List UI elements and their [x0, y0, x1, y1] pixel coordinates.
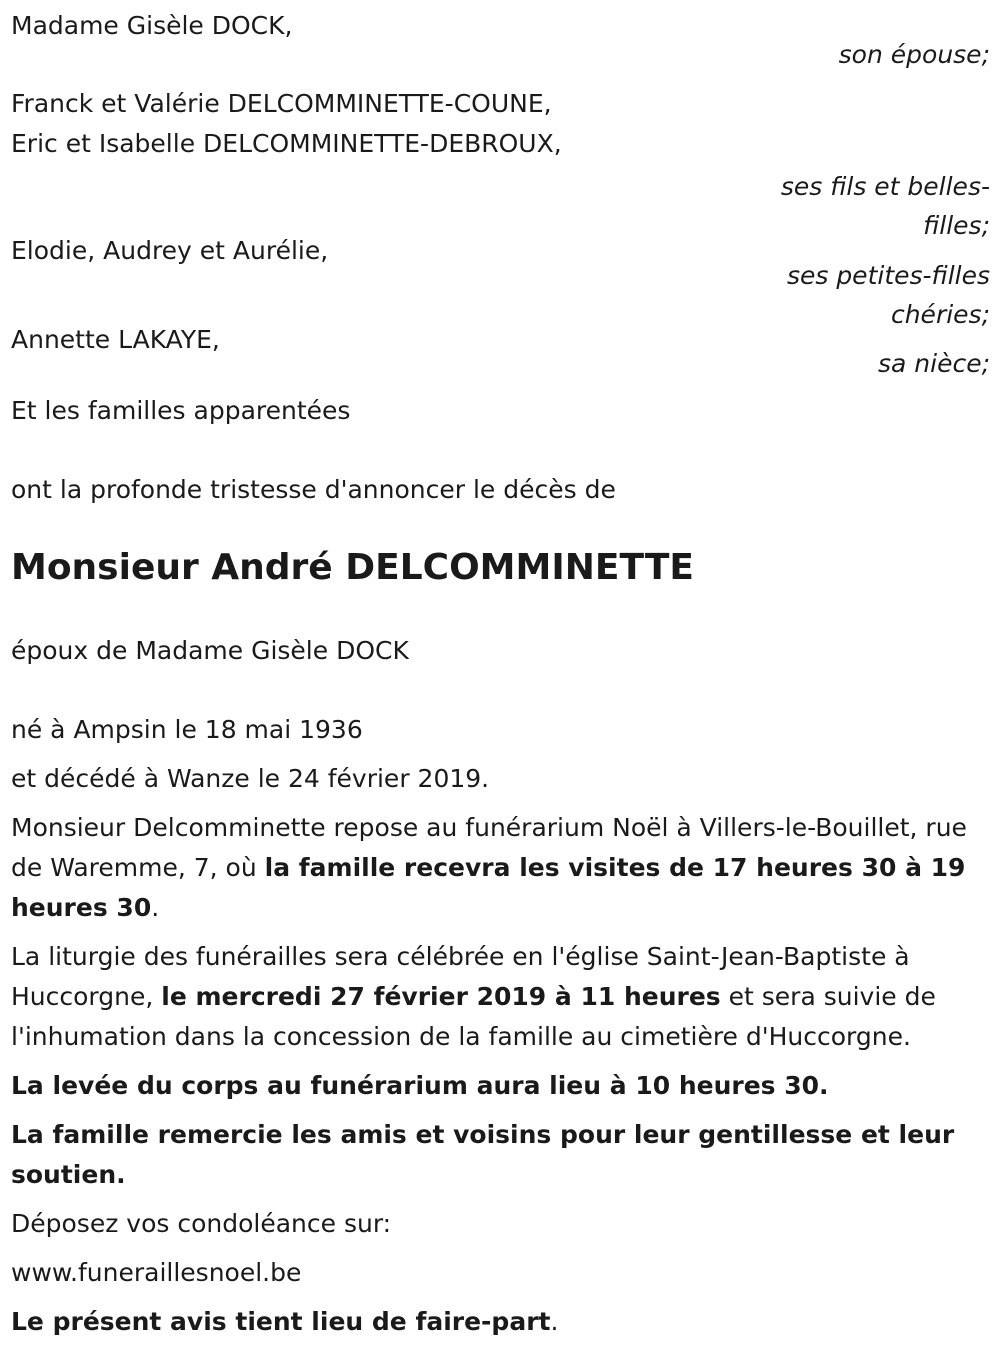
- obituary-notice: [0, 6, 1000, 1363]
- spouse-name: Madame Gisèle DOCK,: [11, 11, 293, 40]
- visitation-hours: la famille recevra les visites de 17 heures 30 à 19 heures 30: [11, 853, 966, 922]
- sons-relation-line-2: filles;: [923, 211, 990, 240]
- visitation-text-end: .: [151, 893, 160, 922]
- levee-info: La levée du corps au funérarium aura lieu à 10 heures 30.: [11, 1071, 829, 1100]
- condolences-label: Déposez vos condoléance sur:: [11, 1209, 392, 1238]
- granddaughters-relation-line-1: ses petites-filles: [786, 261, 990, 290]
- announcement: ont la profonde tristesse d'annoncer le décès de: [11, 475, 616, 504]
- niece-name: Annette LAKAYE,: [11, 325, 220, 354]
- family-thanks: La famille remercie les amis et voisins pour leur gentillesse et leur soutien.: [11, 1120, 955, 1189]
- notice-statement: [11, 1302, 990, 1342]
- granddaughters: Elodie, Audrey et Aurélie,: [11, 236, 329, 265]
- liturgy-paragraph: [11, 937, 990, 1057]
- website-link[interactable]: www.funeraillesnoel.be: [11, 1258, 302, 1287]
- spouse-relation-text: son épouse;: [838, 40, 990, 69]
- sons-relation-line-1: ses fils et belles-: [780, 172, 990, 201]
- relatives: Et les familles apparentées: [11, 396, 351, 425]
- sons-line-2: Eric et Isabelle DELCOMMINETTE-DEBROUX,: [11, 129, 562, 158]
- liturgy-text-end: et sera suivie de l'inhumation dans la concession de la famille au cimetière d'Huccorgne.: [11, 982, 936, 1051]
- sons-line-1: Franck et Valérie DELCOMMINETTE-COUNE,: [11, 89, 552, 118]
- spouse-of: époux de Madame Gisèle DOCK: [11, 636, 409, 665]
- death-info: et décédé à Wanze le 24 février 2019.: [11, 764, 490, 793]
- visitation-paragraph: [11, 808, 990, 928]
- niece-relation-text: sa nièce;: [877, 349, 990, 378]
- visitation-text-start: Monsieur Delcomminette repose au funérarium Noël à Villers-le-Bouillet, rue de Waremme, 7, où: [11, 813, 967, 882]
- notice-bold: Le présent avis tient lieu de faire-part: [11, 1307, 551, 1336]
- notice-end: .: [550, 1307, 559, 1336]
- deceased-name: Monsieur André DELCOMMINETTE: [11, 547, 694, 588]
- liturgy-text-start: La liturgie des funérailles sera célébrée en l'église Saint-Jean-Baptiste à Huccorgne,: [11, 942, 910, 1011]
- granddaughters-relation-line-2: chéries;: [890, 300, 990, 329]
- birth-info: né à Ampsin le 18 mai 1936: [11, 715, 363, 744]
- liturgy-date: le mercredi 27 février 2019 à 11 heures: [161, 982, 721, 1011]
